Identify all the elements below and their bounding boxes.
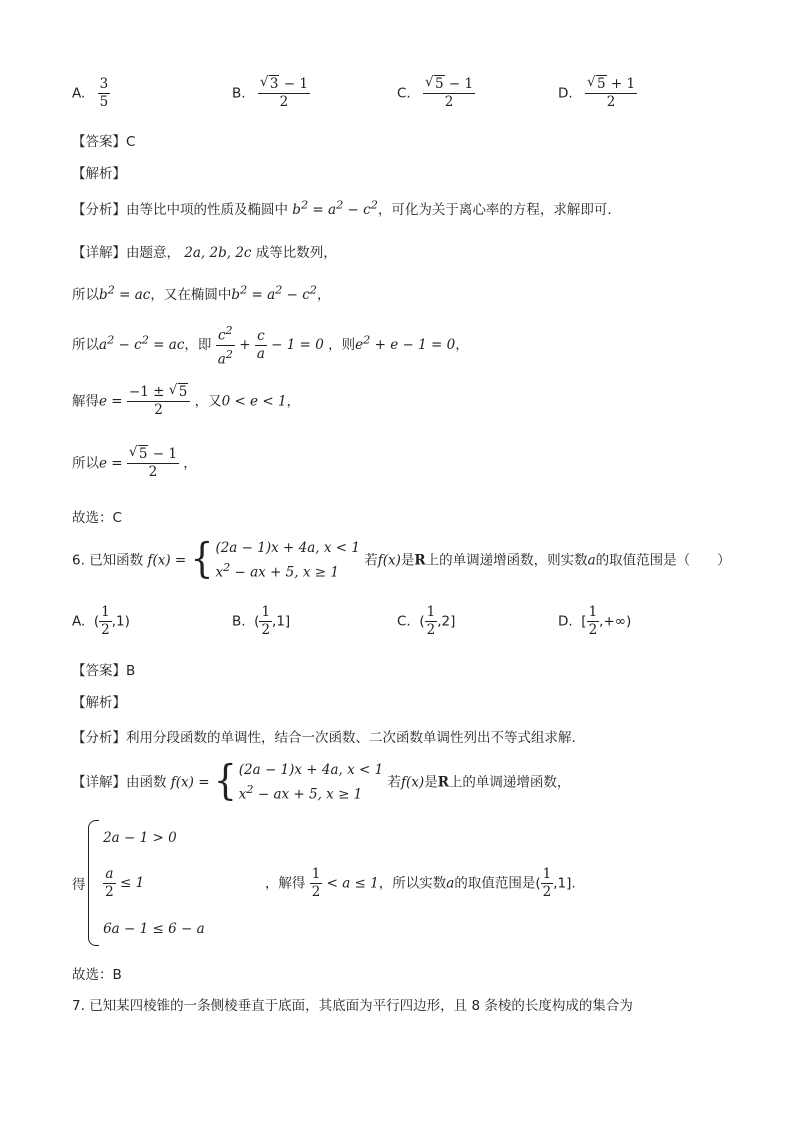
q6-option-d: D. [ $\frac{1}{2}$ ,+∞): [558, 604, 632, 638]
q5-answer: 【答案】C: [72, 134, 136, 150]
q6-fenxi: 【分析】利用分段函数的单调性，结合一次函数、二次函数单调性列出不等式组求解.: [72, 730, 576, 746]
q6-option-c: C. ( $\frac{1}{2}$ ,2]: [397, 604, 456, 638]
q5-option-a: A. $\frac{3}{5}$: [72, 76, 109, 110]
q6-option-a: A. ( $\frac{1}{2}$ ,1): [72, 604, 130, 638]
q5-step-5: 所以e = √ $\frac{5 - 1}{2}$ ，: [72, 446, 197, 481]
q5-analysis-heading: 【解析】: [72, 166, 126, 182]
q5-fenxi: 【分析】由等比中项的性质及椭圆中 $b^2 = a^2 - c^2$，可化为关于离心率的方程，求解即可.: [72, 198, 612, 218]
q6-answer: 【答案】B: [72, 663, 136, 679]
q5-step-3: 所以$a^2 - c^2$ = ac，即 $\frac{c^2}{a^2}$ + $\frac{c}{a}$ − 1 = 0 ，则$e^2 + e - 1 = 0$，: [72, 324, 469, 367]
q6-stem: 6. 已知函数 f(x) = { (2a − 1)x + 4a, x < 1 $x^2$ − ax + 5, x ≥ 1 若f(x)是R上的单调递增函数，则实数a的取值范围是（ ）: [72, 536, 731, 584]
q6-system: 得 2a − 1 > 0 $\frac{a}{2}$ ≤ 1 6a − 1 ≤ 6 − a ，解得 $\frac{1}{2}$ < a ≤ 1，所以实数a的取值范围是( $\frac{1}{2}$ ,1].: [72, 820, 576, 946]
q5-choose: 故选：C: [72, 510, 122, 526]
q5-option-b: B. √ $\frac{3 - 1}{2}$: [232, 76, 310, 111]
q6-xiangjie: 【详解】由函数 f(x) = { (2a − 1)x + 4a, x < 1 $x^2$ − ax + 5, x ≥ 1 若f(x)是R上的单调递增函数，: [72, 758, 571, 806]
q6-option-b: B. ( $\frac{1}{2}$ ,1]: [232, 604, 291, 638]
q5-xiangjie: 【详解】由题意， 2a, 2b, 2c 成等比数列，: [72, 245, 337, 261]
q5-step-2: 所以$b^2$ = ac，又在椭圆中$b^2 = a^2 - c^2$，: [72, 283, 331, 303]
q5-option-c: C. √ $\frac{5 - 1}{2}$: [397, 76, 475, 111]
q7-stem: 7. 已知某四棱锥的一条侧棱垂直于底面，其底面为平行四边形，且 8 条棱的长度构成的集合为: [72, 998, 633, 1014]
q6-choose: 故选：B: [72, 967, 122, 983]
q5-option-d: D. √ $\frac{5 + 1}{2}$: [558, 76, 637, 111]
q6-analysis-heading: 【解析】: [72, 695, 126, 711]
q5-step-4: 解得e = $\frac{-1 \pm √ 5}{2}$ ，又0 < e < 1，: [72, 384, 300, 419]
